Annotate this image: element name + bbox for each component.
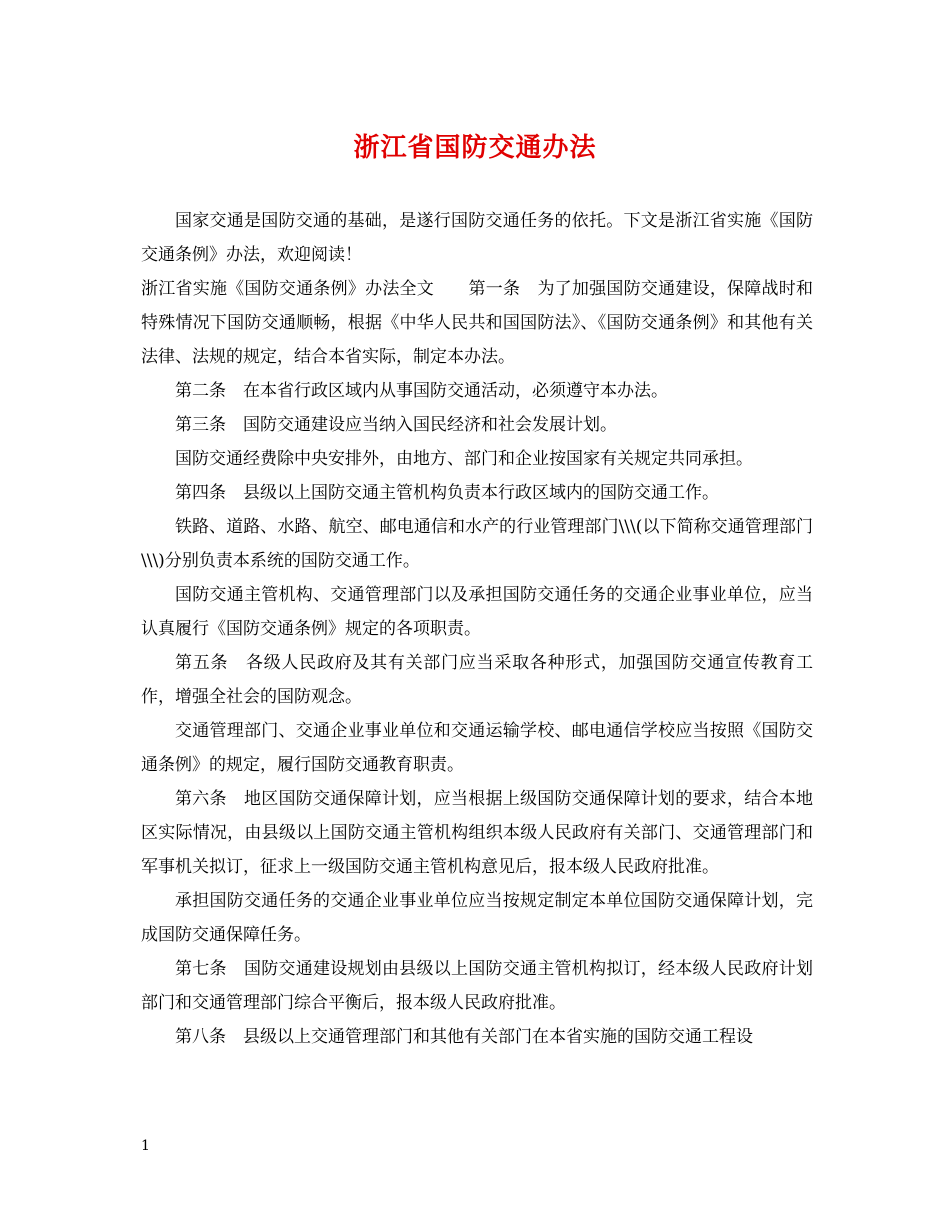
paragraph-article-2: 第二条 在本省行政区域内从事国防交通活动，必须遵守本办法。: [175, 381, 668, 401]
paragraph-article-6-units: 承担国防交通任务的交通企业事业单位应当按规定制定本单位国防交通保障计划，完成国防交通保障任务。: [141, 891, 813, 945]
intro-paragraph: 国家交通是国防交通的基础，是遂行国防交通任务的依托。下文是浙江省实施《国防交通条例》办法，欢迎阅读！: [141, 211, 813, 265]
document-body: [141, 204, 813, 1054]
paragraph-article-5-education: 交通管理部门、交通企业事业单位和交通运输学校、邮电通信学校应当按照《国防交通条例》的规定，履行国防交通教育职责。: [141, 721, 813, 775]
paragraph-article-1: 浙江省实施《国防交通条例》办法全文 第一条 为了加强国防交通建设，保障战时和特殊情况下国防交通顺畅，根据《中华人民共和国国防法》、《国防交通条例》和其他有关法律、法规的规定，结合本省实际，制定本办法。: [141, 279, 813, 367]
paragraph-article-3: 第三条 国防交通建设应当纳入国民经济和社会发展计划。: [175, 415, 617, 435]
paragraph-article-4-duties: 国防交通主管机构、交通管理部门以及承担国防交通任务的交通企业事业单位，应当认真履行《国防交通条例》规定的各项职责。: [141, 585, 813, 639]
paragraph-article-4: 第四条 县级以上国防交通主管机构负责本行政区域内的国防交通工作。: [175, 483, 719, 503]
paragraph-article-5: 第五条 各级人民政府及其有关部门应当采取各种形式，加强国防交通宣传教育工作，增强全社会的国防观念。: [141, 653, 813, 707]
paragraph-article-6: 第六条 地区国防交通保障计划，应当根据上级国防交通保障计划的要求，结合本地区实际情况，由县级以上国防交通主管机构组织本级人民政府有关部门、交通管理部门和军事机关拟订，征求上一级国防交通主管机构意见后，报本级人民政府批准。: [141, 789, 813, 877]
paragraph-article-4-departments: 铁路、道路、水路、航空、邮电通信和水产的行业管理部门\\\(以下简称交通管理部门\\\)分别负责本系统的国防交通工作。: [141, 517, 813, 571]
document-title: 浙江省国防交通办法: [353, 133, 597, 163]
paragraph-article-3-funding: 国防交通经费除中央安排外，由地方、部门和企业按国家有关规定共同承担。: [175, 449, 753, 469]
page-number: 1: [141, 1138, 150, 1154]
paragraph-article-7: 第七条 国防交通建设规划由县级以上国防交通主管机构拟订，经本级人民政府计划部门和交通管理部门综合平衡后，报本级人民政府批准。: [141, 959, 813, 1013]
paragraph-article-8: 第八条 县级以上交通管理部门和其他有关部门在本省实施的国防交通工程设: [175, 1027, 753, 1047]
